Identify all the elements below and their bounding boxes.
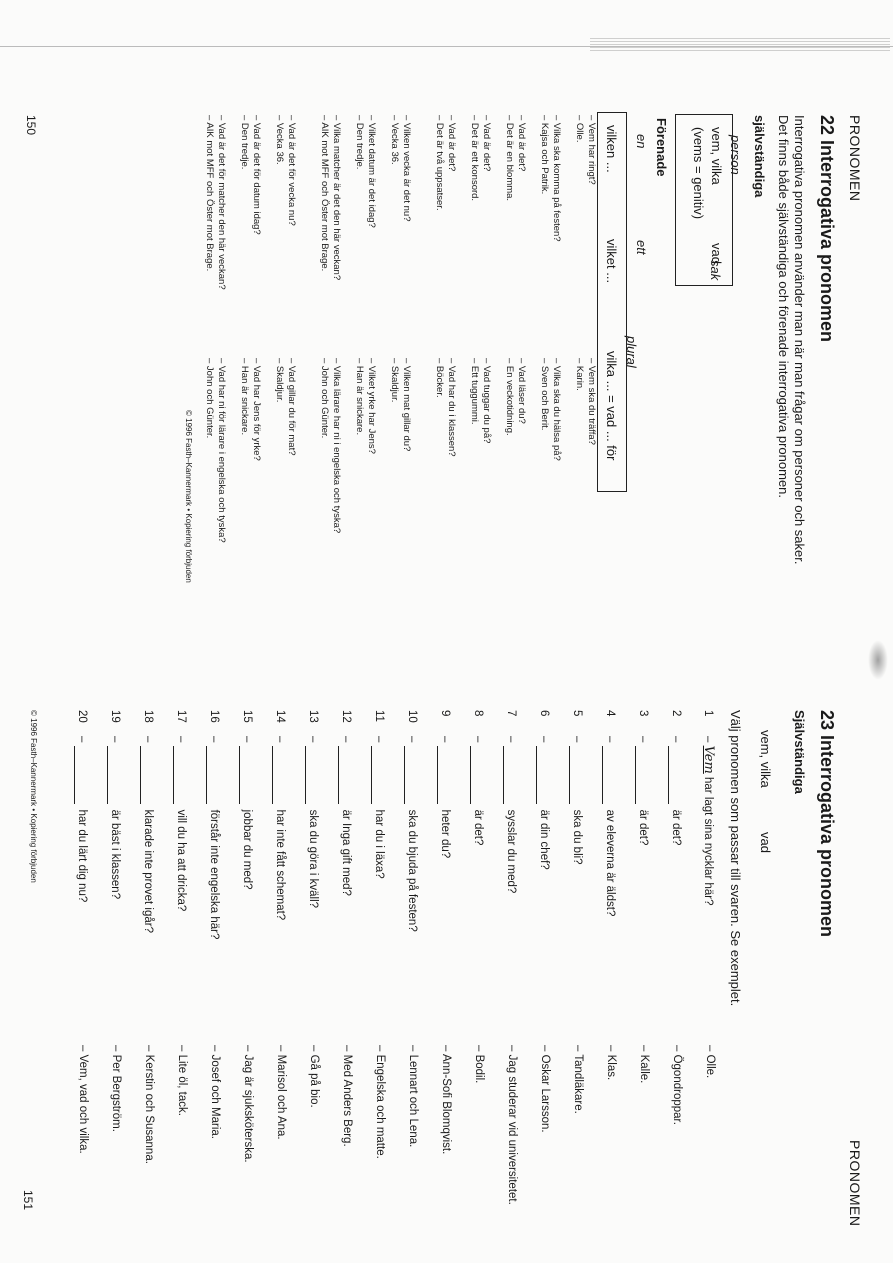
example-line: – Vilket yrke har Jens?: [366, 358, 377, 454]
example-line: – AIK mot MFF och Öster mot Brage.: [319, 115, 330, 272]
exercise-row-18: 18– klarade inte provet igår?: [142, 710, 154, 933]
answer-blank[interactable]: [206, 746, 219, 804]
example-line: – Vilka ska du hälsa på?: [551, 358, 562, 461]
exercise-question: har lagt sina nycklar här?: [702, 777, 714, 906]
answer-blank[interactable]: [272, 746, 285, 804]
pronoun-list-vad: vad: [758, 832, 773, 853]
page-title: 22 Interrogativa pronomen: [817, 115, 837, 343]
exercise-answer: – Vem, vad och vilka.: [77, 1045, 89, 1154]
exercise-row-3: 3– är det?: [637, 710, 649, 846]
exercise-row-15: 15– jobbar du med?: [241, 710, 253, 890]
exercise-number: 10: [406, 710, 418, 723]
example-line: – Karin.: [574, 358, 585, 391]
exercise-row-4: 4– av eleverna är äldst?: [604, 710, 616, 917]
box-vem-vilka: vem, vilka: [709, 127, 724, 185]
exercise-answer: – Ann-Sofi Blomqvist.: [440, 1045, 452, 1155]
exercise-number: 3: [637, 710, 649, 717]
answer-blank[interactable]: [140, 746, 153, 804]
exercise-row-9: 9– heter du?: [439, 710, 451, 859]
exercise-answer: – Klas.: [605, 1045, 617, 1081]
exercise-number: 13: [307, 710, 319, 723]
exercise-row-6: 6– är din chef?: [538, 710, 550, 870]
example-line: – Vad har Jens för yrke?: [251, 358, 262, 461]
exercise-question: har du lärt dig nu?: [76, 809, 88, 903]
answer-blank[interactable]: [602, 746, 615, 804]
intro-line-1: Interrogativa pronomen använder man när man frågar om personer och saker.: [792, 115, 807, 565]
answer-blank[interactable]: [338, 746, 351, 804]
exercise-answer: – Tandläkare.: [572, 1045, 584, 1114]
example-line: – John och Günter.: [319, 358, 330, 439]
exercise-row-7: 7– sysslar du med?: [505, 710, 517, 894]
exercise-number: 20: [76, 710, 88, 723]
box-vilka: vilka ... = vad ... för: [604, 351, 619, 461]
exercise-row-5: 5– ska du bli?: [571, 710, 583, 865]
answer-blank[interactable]: [404, 746, 417, 804]
example-line: – Det är två uppsatser.: [434, 115, 445, 211]
column-sak: sak: [708, 260, 723, 281]
exercise-row-20: 20– har du lärt dig nu?: [76, 710, 88, 903]
example-line: – Det är en blomma.: [504, 115, 515, 202]
exercise-row-1: 1– Vem har lagt sina nycklar här?: [701, 710, 716, 906]
answer-blank[interactable]: [74, 746, 87, 804]
example-line: – Olle.: [574, 115, 585, 143]
exercise-question: är din chef?: [538, 809, 550, 870]
pronoun-list-vem-vilka: vem, vilka: [758, 730, 773, 788]
exercise-question: klarade inte provet igår?: [142, 809, 154, 933]
example-line: – Vad gillar du för mat?: [286, 358, 297, 456]
example-line: – AIK mot MFF och Öster mot Brage.: [204, 115, 215, 272]
page-number: 151: [21, 1190, 35, 1211]
exercise-number: 7: [505, 710, 517, 717]
exercise-question: har inte fått schemat?: [274, 809, 286, 921]
exercise-answer: – Olle.: [704, 1045, 716, 1079]
exercise-row-8: 8– är det?: [472, 710, 484, 846]
exercise-question: ska du bjuda på festen?: [406, 809, 418, 932]
exercise-answer: – Kerstin och Susanna.: [143, 1045, 155, 1164]
example-line: – Vecka 36.: [389, 115, 400, 165]
exercise-row-16: 16– förstår inte engelska här?: [208, 710, 220, 940]
example-line: – Han är snickare.: [239, 358, 250, 436]
example-line: – Skaldjur.: [274, 358, 285, 403]
exercise-question: är bäst i klassen?: [109, 809, 121, 900]
exercise-question: heter du?: [439, 809, 451, 859]
answer-blank[interactable]: [569, 746, 582, 804]
example-line: – Sven och Berit.: [539, 358, 550, 431]
exercise-row-10: 10– ska du bjuda på festen?: [406, 710, 418, 932]
page-number: 150: [24, 115, 38, 136]
example-line: – Han är snickare.: [354, 358, 365, 436]
exercise-answer: – Kalle.: [638, 1045, 650, 1084]
box-vilken: vilken ...: [604, 125, 619, 173]
exercise-answer: – Oskar Larsson.: [539, 1045, 551, 1133]
answer-blank[interactable]: [503, 746, 516, 804]
answer-blank[interactable]: [239, 746, 252, 804]
exercise-question: ska du göra i kväll?: [307, 809, 319, 909]
answer-blank[interactable]: [371, 746, 384, 804]
example-line: – Vad är det för datum idag?: [251, 115, 262, 235]
example-line: – Den tredje.: [239, 115, 250, 170]
answer-blank[interactable]: [635, 746, 648, 804]
example-line: – John och Günter.: [204, 358, 215, 439]
exercise-number: 17: [175, 710, 187, 723]
answer-blank[interactable]: [173, 746, 186, 804]
column-plural: plural: [624, 336, 639, 368]
example-line: – Vilka matcher är det den här veckan?: [331, 115, 342, 281]
example-line: – Vem ska du träffa?: [586, 358, 597, 445]
exercise-number: 4: [604, 710, 616, 717]
exercise-answer: – Josef och Maria.: [209, 1045, 221, 1139]
box-vilket: vilket ...: [604, 239, 619, 284]
answer-blank[interactable]: [470, 746, 483, 804]
box-vems-genitiv: (vems = genitiv): [691, 127, 706, 220]
exercise-question: ska du bli?: [571, 809, 583, 865]
example-line: – Vad är det för matcher den här veckan?: [216, 115, 227, 290]
example-line: – Vad är det för vecka nu?: [286, 115, 297, 226]
exercise-number: 14: [274, 710, 286, 723]
exercise-row-2: 2– är det?: [670, 710, 682, 846]
exercise-question: av eleverna är äldst?: [604, 809, 616, 917]
exercise-row-14: 14– har inte fått schemat?: [274, 710, 286, 921]
exercise-number: 9: [439, 710, 451, 717]
exercise-number: 8: [472, 710, 484, 717]
exercise-number: 15: [241, 710, 253, 723]
example-line: – Vad läser du?: [516, 358, 527, 424]
example-line: – Ett tuggummi.: [469, 358, 480, 425]
intro-line-2: Det finns både självständiga och förenade interrogativa pronomen.: [776, 115, 791, 499]
exercise-row-11: 11– har du i läxa?: [373, 710, 385, 879]
exercise-row-17: 17– vill du ha att dricka?: [175, 710, 187, 912]
exercise-question: är det?: [670, 809, 682, 846]
exercise-question: jobbar du med?: [241, 809, 253, 890]
example-line: – Den tredje.: [354, 115, 365, 170]
example-line: – Vad är det?: [516, 115, 527, 172]
exercise-row-19: 19– är bäst i klassen?: [109, 710, 121, 900]
exercise-answer: – Ögondroppar.: [671, 1045, 683, 1125]
answer-blank[interactable]: [437, 746, 450, 804]
running-header: PRONOMEN: [847, 1140, 863, 1227]
box-vad: vad: [709, 243, 724, 264]
page-title: 23 Interrogativa pronomen: [817, 710, 837, 938]
exercise-question: är Inga gift med?: [340, 809, 352, 896]
exercise-number: 18: [142, 710, 154, 723]
exercise-question: är det?: [637, 809, 649, 846]
exercise-answer: – Gå på bio.: [308, 1045, 320, 1108]
exercise-answer: – Engelska och matte.: [374, 1045, 386, 1159]
column-person: person: [728, 135, 743, 175]
exercise-answer: – Per Bergström.: [110, 1045, 122, 1132]
example-line: – Vad har du i klassen?: [446, 358, 457, 457]
exercise-answer: – Lite öl, tack.: [176, 1045, 188, 1116]
example-line: – En veckotidning.: [504, 358, 515, 436]
answer-blank[interactable]: [107, 746, 120, 804]
exercise-number: 19: [109, 710, 121, 723]
exercise-row-13: 13– ska du göra i kväll?: [307, 710, 319, 909]
answer-blank[interactable]: [536, 746, 549, 804]
exercise-number: 5: [571, 710, 583, 717]
copyright-footer: © 1996 Fasth–Kannermark • Kopiering förbjuden: [29, 710, 38, 883]
example-line: – Vad tuggar du på?: [481, 358, 492, 444]
section-heading-sjalvstandiga: Självständiga: [792, 710, 807, 794]
exercise-number: 1: [702, 710, 714, 717]
example-line: – Vilken mat gillar du?: [401, 358, 412, 452]
exercise-question: förstår inte engelska här?: [208, 809, 220, 940]
exercise-answer: – Jag är sjuksköterska.: [242, 1045, 254, 1163]
exercise-answer: – Lennart och Lena.: [407, 1045, 419, 1148]
exercise-answer: – Marisol och Ana.: [275, 1045, 287, 1140]
example-line: – Vem har ringt?: [586, 115, 597, 185]
exercise-number: 16: [208, 710, 220, 723]
exercise-number: 6: [538, 710, 550, 717]
example-line: – Kajsa och Patrik.: [539, 115, 550, 195]
section-heading-forenade: Förenade: [654, 118, 669, 177]
example-line: – Vilka lärare har ni i engelska och tyska?: [331, 358, 342, 534]
exercise-number: 2: [670, 710, 682, 717]
instruction: Välj pronomen som passar till svaren. Se exemplet.: [728, 710, 743, 1007]
pronoun-box-sjalvstandiga: [675, 114, 733, 286]
exercise-row-12: 12– är Inga gift med?: [340, 710, 352, 896]
example-line: – Vilken vecka är det nu?: [401, 115, 412, 222]
copyright-footer: © 1996 Fasth–Kannermark • Kopiering förbjuden: [184, 410, 193, 583]
column-ett: ett: [634, 240, 649, 255]
column-en: en: [634, 134, 649, 149]
exercise-question: har du i läxa?: [373, 809, 385, 879]
example-line: – Böcker.: [434, 358, 445, 398]
example-line: – Vecka 36.: [274, 115, 285, 165]
example-line: – Det är ett konsord.: [469, 115, 480, 202]
running-header: PRONOMEN: [847, 115, 863, 202]
example-line: – Vad är det?: [446, 115, 457, 172]
exercise-answer: – Med Anders Berg.: [341, 1045, 353, 1147]
exercise-question: sysslar du med?: [505, 809, 517, 894]
exercise-number: 12: [340, 710, 352, 723]
section-heading-sjalvstandiga: självständiga: [752, 115, 767, 198]
exercise-answer: – Bodil.: [473, 1045, 485, 1084]
answer-blank[interactable]: [305, 746, 318, 804]
exercise-number: 11: [373, 710, 385, 722]
example-answer-handwritten: Vem: [701, 745, 716, 774]
example-line: – Vad har ni för lärare i engelska och tyska?: [216, 358, 227, 543]
exercise-question: vill du ha att dricka?: [175, 809, 187, 912]
example-line: – Vilka ska komma på festen?: [551, 115, 562, 242]
example-line: – Vilket datum är det idag?: [366, 115, 377, 228]
exercise-question: är det?: [472, 809, 484, 846]
pronoun-box-forenade: [597, 112, 627, 492]
example-line: – Skaldjur.: [389, 358, 400, 403]
exercise-answer: – Jag studerar vid universitetet.: [506, 1045, 518, 1205]
answer-blank[interactable]: [668, 746, 681, 804]
example-line: – Vad är det?: [481, 115, 492, 172]
